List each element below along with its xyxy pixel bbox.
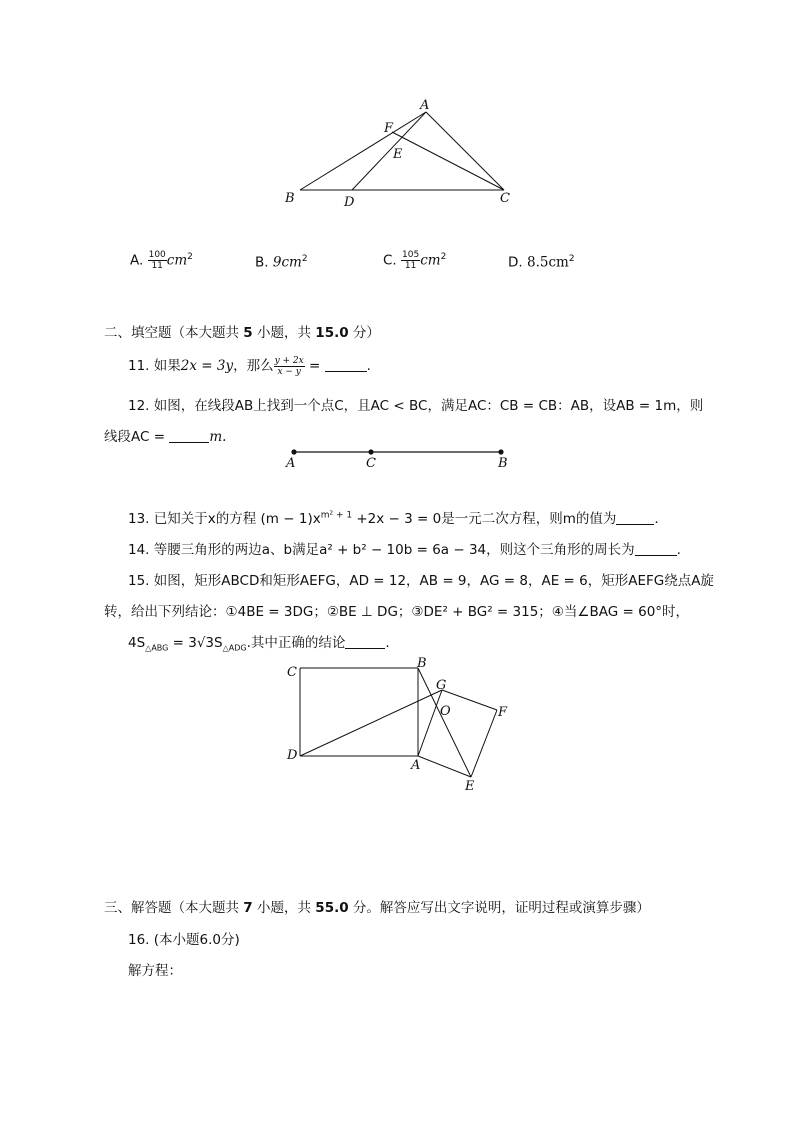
- rectangles-figure: [282, 655, 522, 795]
- question-15-line3: $4S_{\triangle ABG} = 3√3S_{\triangle ADG}$.其中正确的结论 .: [128, 635, 390, 653]
- question-12-line1: 12. 如图，在线段AB上找到一个点C，且AC < BC，满足AC：CB = CB：AB，设AB = 1m，则: [128, 398, 704, 414]
- vertex-d-label: D: [287, 748, 298, 763]
- vertex-c-label: C: [287, 665, 297, 680]
- answer-blank[interactable]: [616, 510, 654, 525]
- vertex-e-label: E: [465, 779, 475, 794]
- answer-blank[interactable]: [345, 634, 385, 649]
- section-2-heading: 二、填空题（本大题共 5 小题，共 15.0 分）: [104, 325, 380, 341]
- answer-blank[interactable]: [325, 357, 367, 372]
- vertex-a-label: A: [411, 758, 421, 773]
- answer-blank[interactable]: [635, 541, 677, 556]
- vertex-f-label: F: [498, 705, 508, 720]
- answer-blank[interactable]: [169, 428, 209, 443]
- question-12-line2: 线段AC = m.: [104, 429, 227, 445]
- point-c-label: C: [366, 456, 376, 471]
- option-b: B. $9cm^2$: [255, 254, 308, 271]
- question-15-line1: 15. 如图，矩形ABCD和矩形AEFG，AD = 12，AB = 9，AG = 8，AE = 6，矩形AEFG绕点A旋: [128, 573, 714, 589]
- vertex-f-label: F: [384, 121, 394, 136]
- question-14: 14. 等腰三角形的两边a、b满足a² + b² − 10b = 6a − 34，则这个三角形的周长为 .: [128, 542, 681, 558]
- section-3-heading: 三、解答题（本大题共 7 小题，共 55.0 分。解答应写出文字说明，证明过程或演算步骤）: [104, 900, 650, 916]
- segment-figure: [280, 442, 520, 472]
- vertex-b-label: B: [285, 191, 295, 206]
- option-d: D. $8.5cm^2$: [508, 254, 575, 271]
- question-16-prompt: 解方程：: [128, 963, 182, 979]
- triangle-figure: [270, 90, 530, 220]
- point-o-label: O: [440, 704, 451, 719]
- option-c: C. $\frac{105}{11}$ $cm^2$: [383, 250, 447, 271]
- vertex-e-label: E: [393, 147, 403, 162]
- question-16-header: 16. (本小题6.0分): [128, 932, 240, 948]
- vertex-g-label: G: [436, 678, 447, 693]
- question-15-line2: 转，给出下列结论：①4BE = 3DG；②BE ⊥ DG；③DE² + BG² = 315；④当∠BAG = 60°时，: [104, 604, 690, 620]
- question-11: 11. 如果2x = 3y，那么 $\frac{y + 2x}{x - y}$ = .: [128, 355, 371, 377]
- vertex-c-label: C: [500, 191, 510, 206]
- point-b-label: B: [498, 456, 508, 471]
- vertex-b-label: B: [417, 656, 427, 671]
- option-a: A. $\frac{100}{11}$ $cm^2$: [130, 250, 193, 271]
- vertex-d-label: D: [344, 195, 355, 210]
- vertex-a-label: A: [420, 98, 430, 113]
- point-a-label: A: [286, 456, 296, 471]
- question-13: 13. 已知关于x的方程 $(m - 1)x^{m^2 + 1} +2x - 3 = 0$是一元二次方程，则m的值为 .: [128, 510, 659, 527]
